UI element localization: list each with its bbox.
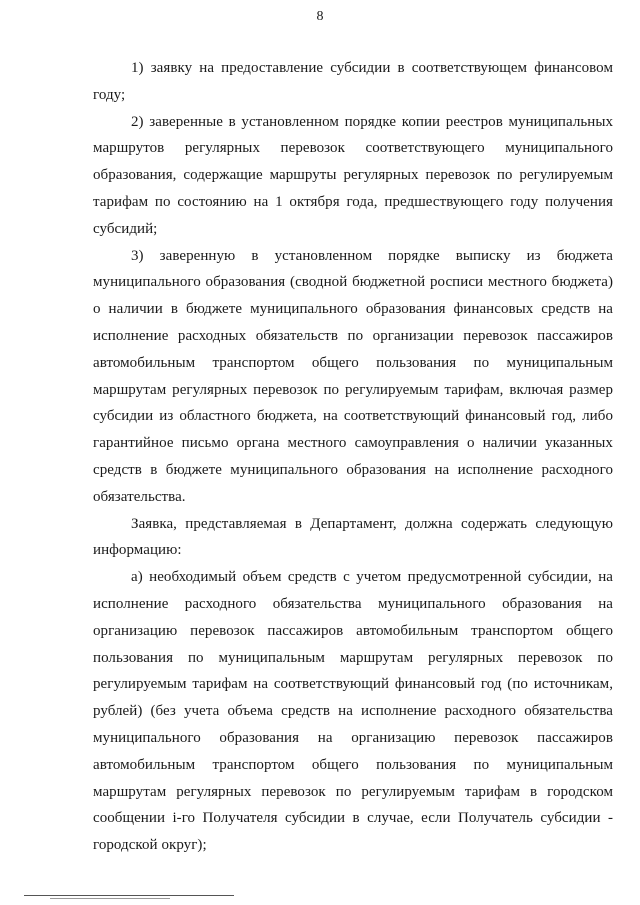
footer-divider <box>24 895 234 896</box>
paragraph-item-3: 3) заверенную в установленном порядке выписку из бюджета муниципального образования (сводной бюджетной росписи местного бюджета) о наличии в бюджете муниципального образования финансовых средств на исполнение расходных обязательств по организации перевозок пассажиров автомобильным транспортом общего пользования по муниципальным маршрутам регулярных перевозок по регулируемым тарифам, включая размер субсидии из областного бюджета, на соответствующий финансовый год, либо гарантийное письмо органа местного самоуправления о наличии указанных средств в бюджете муниципального образования на исполнение расходного обязательства. <box>93 247 613 505</box>
page-number: 8 <box>316 9 324 24</box>
document-body <box>93 55 613 859</box>
paragraph-application-intro: Заявка, представляемая в Департамент, должна содержать следующую информацию: <box>93 515 613 559</box>
paragraph-item-1: 1) заявку на предоставление субсидии в соответствующем финансовом году; <box>93 60 613 103</box>
footer-divider-secondary <box>50 898 170 899</box>
paragraph-item-a: а) необходимый объем средств с учетом предусмотренной субсидии, на исполнение расходного обязательства муниципального образования на организацию перевозок пассажиров автомобильным транспортом общего пользования по муниципальным маршрутам регулярных перевозок по регулируемым тарифам на соответствующий финансовый год (по источникам, рублей) (без учета объема средств на исполнение расходного обязательства муниципального образования на организацию перевозок пассажиров автомобильным транспортом общего пользования по муниципальным маршрутам регулярных перевозок по регулируемым тарифам в городском сообщении i-го Получателя субсидии в случае, если Получатель субсидии - городской округ); <box>93 569 613 854</box>
paragraph-item-2: 2) заверенные в установленном порядке копии реестров муниципальных маршрутов регулярных перевозок соответствующего муниципального образования, содержащие маршруты регулярных перевозок по регулируемым тарифам по состоянию на 1 октября года, предшествующего году получения субсидий; <box>93 113 613 237</box>
